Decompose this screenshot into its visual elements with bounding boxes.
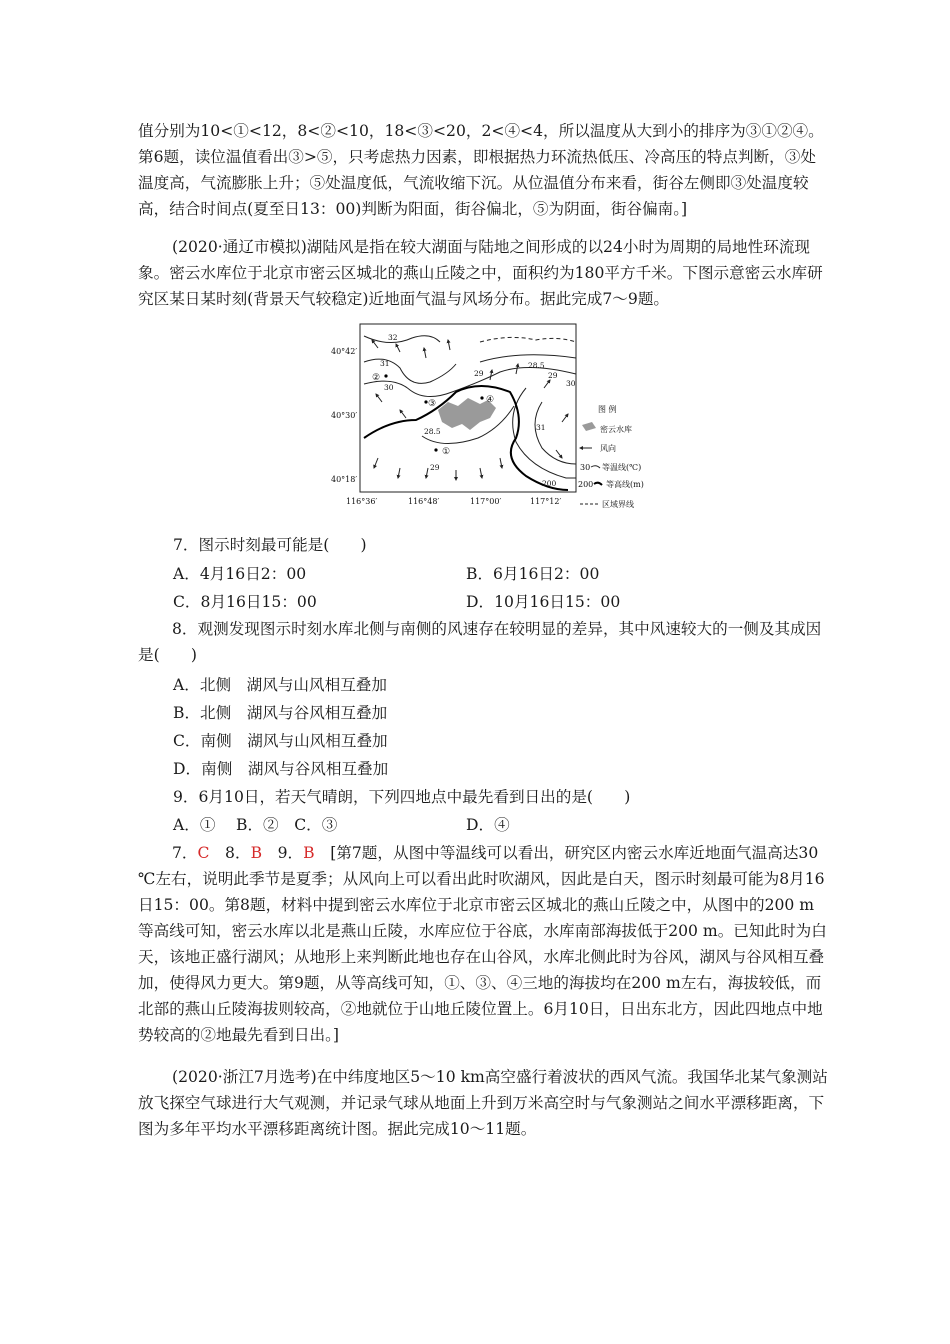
svg-text:30: 30 [580, 463, 591, 472]
svg-text:116°48′: 116°48′ [408, 497, 440, 506]
svg-text:①: ① [442, 447, 451, 457]
answer-paragraph: 7．C 8．B 9．B [第7题，从图中等温线可以看出，研究区内密云水库近地面气温高达30 ℃左右，说明此季节是夏季；从风向上可以看出此时吹湖风，因此是白天，图示时刻最可能为8月16日15：00。第8题，材料中提到密云水库位于北京市密云区城北的燕山丘陵之中，从图中的200 m等高线可知，密云水库以北是燕山丘陵，水库应位于谷底，水库南部海拔低于200 m。已知此时为白天，该地正盛行湖风；从地形上来判断此地也存在山谷风，水库北侧此时为谷风，湖风与谷风相互叠加，使得风力更大。第9题，从等高线可知，①、③、④三地的海拔均在200 m左右，海拔较低，而北部的燕山丘陵海拔则较高，②地就位于山地丘陵位置上。6月10日，日出东北方，因此四地点中地势较高的②地最先看到日出。] [138, 844, 827, 1044]
svg-text:④: ④ [486, 395, 495, 405]
svg-text:等高线(m): 等高线(m) [606, 480, 644, 489]
answer-9: B [303, 844, 315, 862]
question-intro-paragraph: (2020·通辽市模拟)湖陆风是指在较大湖面与陆地之间形成的以24小时为周期的局地性环流现象。密云水库位于北京市密云区城北的燕山丘陵之中，面积约为180平方千米。下图示意密云水库研究区某日某时刻(背景天气较稳定)近地面气温与风场分布。据此完成7～9题。 [138, 238, 823, 308]
lat-labels [331, 347, 357, 484]
svg-text:风向: 风向 [600, 444, 616, 453]
svg-text:117°12′: 117°12′ [530, 497, 562, 506]
svg-text:30: 30 [384, 383, 394, 392]
q8-option-c: C．南侧 湖风与山风相互叠加 [173, 732, 388, 750]
q7-option-b: B．6月16日2：00 [466, 565, 600, 583]
legend-reservoir-icon [582, 422, 596, 431]
answer-8: B [250, 844, 263, 862]
svg-text:区域界线: 区域界线 [602, 500, 634, 509]
svg-text:29: 29 [474, 369, 484, 378]
miyun-reservoir-map [330, 318, 660, 518]
q9-option-d: D．④ [466, 816, 510, 834]
svg-text:28.5: 28.5 [528, 361, 545, 370]
svg-text:②: ② [372, 373, 381, 383]
map-legend [578, 404, 644, 509]
svg-text:等温线(℃): 等温线(℃) [602, 463, 642, 472]
answer-7: C [197, 844, 210, 862]
q7-stem: 7．图示时刻最可能是( ) [173, 536, 367, 554]
q9-options-abc: A．① B．② C．③ [173, 816, 338, 834]
svg-text:密云水库: 密云水库 [600, 425, 632, 434]
svg-text:29: 29 [548, 371, 558, 380]
svg-text:117°00′: 117°00′ [470, 497, 502, 506]
q7-option-a: A．4月16日2：00 [173, 565, 307, 583]
svg-text:31: 31 [380, 359, 390, 368]
lon-labels [346, 497, 561, 506]
svg-text:29: 29 [430, 463, 440, 472]
q9-stem: 9．6月10日，若天气晴朗，下列四地点中最先看到日出的是( ) [173, 788, 631, 806]
svg-text:200: 200 [578, 480, 594, 489]
svg-text:图 例: 图 例 [598, 405, 617, 414]
previous-answer-paragraph: 值分别为10<①<12，8<②<10，18<③<20，2<④<4，所以温度从大到小的排序为③①②④。第6题，读位温值看出③>⑤，只考虑热力因素，即根据热力环流热低压、冷高压的特点判断，③处温度高，气流膨胀上升；⑤处温度低，气流收缩下沉。从位温值分布来看，街谷左侧即③处温度较高，结合时间点(夏至日13：00)判断为阳面，街谷偏北，⑤为阴面，街谷偏南。] [138, 122, 824, 218]
svg-text:③: ③ [428, 399, 437, 409]
q8-option-d: D．南侧 湖风与谷风相互叠加 [173, 760, 389, 778]
q7-option-c: C．8月16日15：00 [173, 593, 317, 611]
svg-text:32: 32 [388, 333, 398, 342]
svg-text:40°42′: 40°42′ [331, 347, 358, 356]
q8-option-b: B．北侧 湖风与谷风相互叠加 [173, 704, 388, 722]
next-question-intro: (2020·浙江7月选考)在中纬度地区5～10 km高空盛行着波状的西风气流。我国华北某气象测站放飞探空气球进行大气观测，并记录气球从地面上升到万米高空时与气象测站之间水平漂移距离，下图为多年平均水平漂移距离统计图。据此完成10～11题。 [138, 1068, 828, 1138]
answer-explanation: [第7题，从图中等温线可以看出，研究区内密云水库近地面气温高达30 ℃左右，说明此季节是夏季；从风向上可以看出此时吹湖风，因此是白天，图示时刻最可能为8月16日15：00。第8题，材料中提到密云水库位于北京市密云区城北的燕山丘陵之中，从图中的200 m等高线可知，密云水库以北是燕山丘陵，水库应位于谷底，水库南部海拔低于200 m。已知此时为白天，该地正盛行湖风；从地形上来判断此地也存在山谷风，水库北侧此时为谷风，湖风与谷风相互叠加，使得风力更大。第9题，从等高线可知，①、③、④三地的海拔均在200 m左右，海拔较低，而北部的燕山丘陵海拔则较高，②地就位于山地丘陵位置上。6月10日，日出东北方，因此四地点中地势较高的②地最先看到日出。] [138, 844, 827, 1044]
q8-option-a: A．北侧 湖风与山风相互叠加 [173, 676, 387, 694]
svg-text:200: 200 [542, 479, 557, 488]
q8-stem: 8．观测发现图示时刻水库北侧与南侧的风速存在较明显的差异，其中风速较大的一侧及其成因是( ) [138, 620, 822, 664]
svg-text:31: 31 [536, 423, 546, 432]
svg-text:28.5: 28.5 [424, 427, 441, 436]
svg-text:40°30′: 40°30′ [331, 411, 358, 420]
region-boundary [480, 337, 576, 342]
svg-text:30: 30 [566, 379, 576, 388]
svg-text:40°18′: 40°18′ [331, 475, 358, 484]
q7-option-d: D．10月16日15：00 [466, 593, 621, 611]
svg-text:116°36′: 116°36′ [346, 497, 378, 506]
